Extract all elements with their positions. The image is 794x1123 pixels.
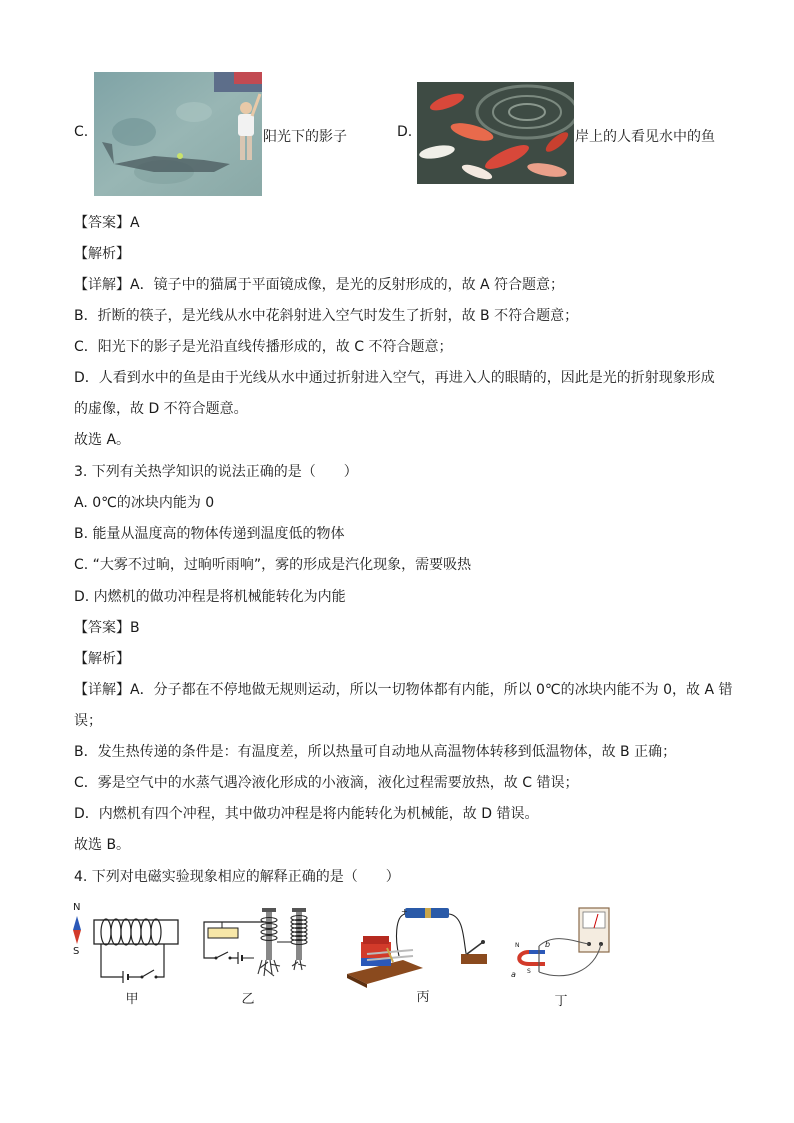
svg-text:+: + (401, 907, 408, 916)
figure-ding-label: 丁 (554, 994, 568, 1009)
q3-line: C．雾是空气中的水蒸气遇冷液化形成的小液滴，液化过程需要放热，故 C 错误； (74, 775, 579, 791)
option-d-caption: 岸上的人看见水中的鱼 (575, 129, 715, 145)
q3-option-b: B. 能量从温度高的物体传递到温度低的物体 (74, 526, 345, 542)
q3-line: 误； (74, 713, 102, 729)
q4-stem: 4. 下列对电磁实验现象相应的解释正确的是（ ） (74, 869, 400, 885)
compass-south-label: S (73, 946, 80, 957)
q3-option-a: A. 0℃的冰块内能为 0 (74, 495, 215, 511)
compass-north-label: N (73, 902, 81, 913)
figure-yi (190, 902, 320, 1012)
q2-line: 【详解】A．镜子中的猫属于平面镜成像，是光的反射形成的，故 A 符合题意； (74, 277, 565, 293)
q2-line: D．人看到水中的鱼是由于光线从水中通过折射进入空气，再进入人的眼睛的，因此是光的折射现象形成 (74, 370, 715, 386)
q2-line: 故选 A。 (74, 432, 131, 448)
q3-line: 故选 B。 (74, 837, 131, 853)
q3-stem: 3. 下列有关热学知识的说法正确的是（ ） (74, 464, 358, 480)
option-d-letter: D. (397, 124, 413, 140)
q3-line: 【详解】A．分子都在不停地做无规则运动，所以一切物体都有内能，所以 0℃的冰块内能不为 0，故 A 错 (74, 682, 733, 698)
q3-answer: 【答案】B (74, 620, 140, 636)
q3-option-d: D. 内燃机的做功冲程是将机械能转化为内能 (74, 589, 346, 605)
q2-line: B．折断的筷子，是光线从水中花斜射进入空气时发生了折射，故 B 不符合题意； (74, 308, 579, 324)
magnet-n-label: N (515, 942, 520, 949)
option-c-caption: 阳光下的影子 (263, 129, 347, 145)
q3-line: D．内燃机有四个冲程，其中做功冲程是将内能转化为机械能，故 D 错误。 (74, 806, 539, 822)
figure-bing-label: 丙 (416, 990, 430, 1005)
q3-analysis-head: 【解析】 (74, 651, 130, 667)
q3-line: B．发生热传递的条件是：有温度差，所以热量可自动地从高温物体转移到低温物体，故 B 正确； (74, 744, 677, 760)
figure-yi-label: 乙 (241, 992, 255, 1007)
figure-jia-label: 甲 (125, 992, 139, 1007)
figure-jia (68, 902, 188, 1012)
figure-ding (505, 902, 615, 1012)
conductor-b-label: b (545, 940, 551, 949)
figure-bing (343, 902, 503, 1012)
conductor-a-label: a (511, 970, 516, 979)
q2-analysis-head: 【解析】 (74, 246, 130, 262)
photo-shadow (94, 72, 262, 196)
photo-fish (417, 82, 574, 184)
q3-option-c: C. “大雾不过晌，过晌听雨响”，雾的形成是汽化现象，需要吸热 (74, 557, 472, 573)
q2-line: 的虚像，故 D 不符合题意。 (74, 401, 248, 417)
option-c-letter: C. (74, 124, 89, 140)
q2-answer: 【答案】A (74, 215, 140, 231)
q2-line: C．阳光下的影子是光沿直线传播形成的，故 C 不符合题意； (74, 339, 453, 355)
magnet-s-label: S (527, 968, 531, 975)
